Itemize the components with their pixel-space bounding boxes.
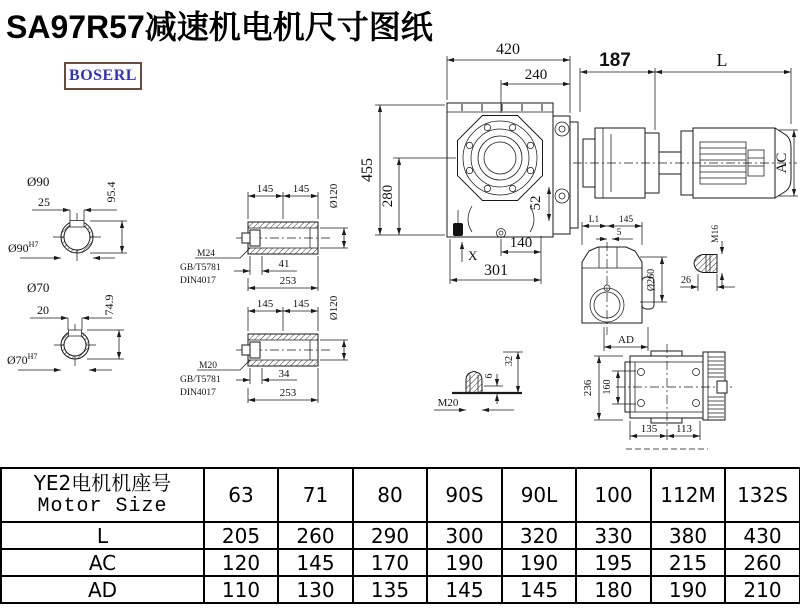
dim-20: 20 — [37, 303, 49, 317]
shaft-end-70 — [7, 280, 124, 370]
dim-140: 140 — [509, 235, 533, 251]
dim-M16: M16 — [711, 225, 721, 243]
front-view — [359, 41, 578, 284]
col-90l: 90L — [502, 468, 576, 522]
dim-AC: AC — [774, 152, 790, 174]
label-m20: M20 — [199, 361, 217, 371]
col-100: 100 — [576, 468, 651, 522]
dim-145c: 145 — [256, 298, 274, 310]
dim-236: 236 — [582, 379, 594, 397]
cell: 120 — [204, 549, 278, 576]
shaft-end-90 — [8, 174, 127, 261]
dim-d120-top: Ø120 — [328, 183, 340, 209]
header-motor-size — [1, 468, 204, 522]
cell: 430 — [725, 522, 800, 549]
dim-455: 455 — [359, 158, 376, 182]
cell: 145 — [427, 576, 502, 603]
dim-74-9: 74.9 — [102, 294, 116, 316]
dim-145d: 145 — [292, 298, 310, 310]
label-din-bottom: DIN4017 — [180, 388, 216, 398]
dim-280: 280 — [380, 184, 396, 208]
col-132s: 132S — [725, 468, 800, 522]
dim-160: 160 — [602, 379, 613, 395]
label-d70h7: $Ø70^{H7}$ — [7, 352, 38, 367]
dim-253-top: 253 — [279, 275, 297, 287]
cell: 180 — [576, 576, 651, 603]
label-gbt-bottom: GB/T5781 — [180, 375, 221, 385]
dim-L1: L1 — [588, 215, 600, 225]
dim-253-bottom: 253 — [279, 387, 297, 399]
motor-view — [573, 50, 798, 198]
label-d90h7: $Ø90^{H7}$ — [8, 240, 39, 255]
row-label-AC: AC — [1, 549, 204, 576]
cell: 190 — [427, 549, 502, 576]
gearbox-side-view — [582, 215, 667, 351]
dim-AD: AD — [618, 334, 634, 346]
cell: 290 — [353, 522, 427, 549]
row-label-L: L — [1, 522, 204, 549]
hollow-shaft-m20 — [180, 295, 348, 403]
cell: 260 — [725, 549, 800, 576]
col-112m: 112M — [651, 468, 725, 522]
dim-301: 301 — [484, 262, 508, 279]
cell: 135 — [353, 576, 427, 603]
cell: 110 — [204, 576, 278, 603]
col-63: 63 — [204, 468, 278, 522]
dim-6: 6 — [484, 373, 495, 379]
cell: 210 — [725, 576, 800, 603]
header-cn: YE2电机机座号 — [33, 471, 172, 495]
brand-logo: BOSERL — [64, 62, 142, 90]
cell: 145 — [502, 576, 576, 603]
cell: 145 — [278, 549, 353, 576]
dim-145a: 145 — [256, 183, 274, 195]
hollow-shaft-m24 — [180, 183, 348, 291]
cell: 130 — [278, 576, 353, 603]
cell: 170 — [353, 549, 427, 576]
cell: 205 — [204, 522, 278, 549]
label-gbt-top: GB/T5781 — [180, 263, 221, 273]
dim-26: 26 — [681, 275, 691, 286]
table-row-AD — [1, 576, 800, 603]
cell: 300 — [427, 522, 502, 549]
motor-size-table — [0, 467, 800, 604]
dim-25: 25 — [38, 195, 50, 209]
table-row-L — [1, 522, 800, 549]
row-label-AD: AD — [1, 576, 204, 603]
label-din-top: DIN4017 — [180, 276, 216, 286]
x-mark: X — [468, 248, 478, 263]
dim-145-side: 145 — [618, 215, 634, 225]
dim-113: 113 — [675, 423, 693, 435]
drain-plug — [453, 223, 463, 236]
cell: 190 — [502, 549, 576, 576]
cell: 380 — [651, 522, 725, 549]
cell: 215 — [651, 549, 725, 576]
cell: 195 — [576, 549, 651, 576]
dim-187: 187 — [599, 50, 631, 71]
cell: 330 — [576, 522, 651, 549]
header-en: Motor Size — [37, 495, 168, 518]
col-71: 71 — [278, 468, 353, 522]
dim-135: 135 — [640, 423, 658, 435]
dim-420: 420 — [496, 41, 520, 58]
table-header-row — [1, 468, 800, 522]
cell: 190 — [651, 576, 725, 603]
dim-d260: Ø260 — [646, 268, 657, 292]
dim-M20-plug: M20 — [437, 397, 459, 409]
col-80: 80 — [353, 468, 427, 522]
cell: 260 — [278, 522, 353, 549]
plug-m16 — [680, 225, 735, 291]
cell: 320 — [502, 522, 576, 549]
dim-95-4: 95.4 — [104, 181, 118, 203]
dim-240: 240 — [524, 67, 548, 83]
rear-view — [582, 344, 734, 449]
dim-145b: 145 — [292, 183, 310, 195]
label-d70: Ø70 — [27, 280, 50, 295]
dim-34: 34 — [278, 368, 290, 380]
dim-L: L — [716, 50, 728, 70]
plug-m20 — [434, 352, 523, 410]
col-90s: 90S — [427, 468, 502, 522]
label-m24: M24 — [197, 249, 215, 259]
dim-52: 52 — [528, 195, 544, 211]
label-d90: Ø90 — [27, 174, 50, 189]
dim-41: 41 — [278, 258, 290, 270]
dim-5: 5 — [616, 228, 622, 238]
table-row-AC — [1, 549, 800, 576]
dim-d120-bottom: Ø120 — [328, 295, 340, 321]
dim-32: 32 — [504, 356, 515, 366]
page-title: SA97R57减速机电机尺寸图纸 — [6, 9, 433, 45]
